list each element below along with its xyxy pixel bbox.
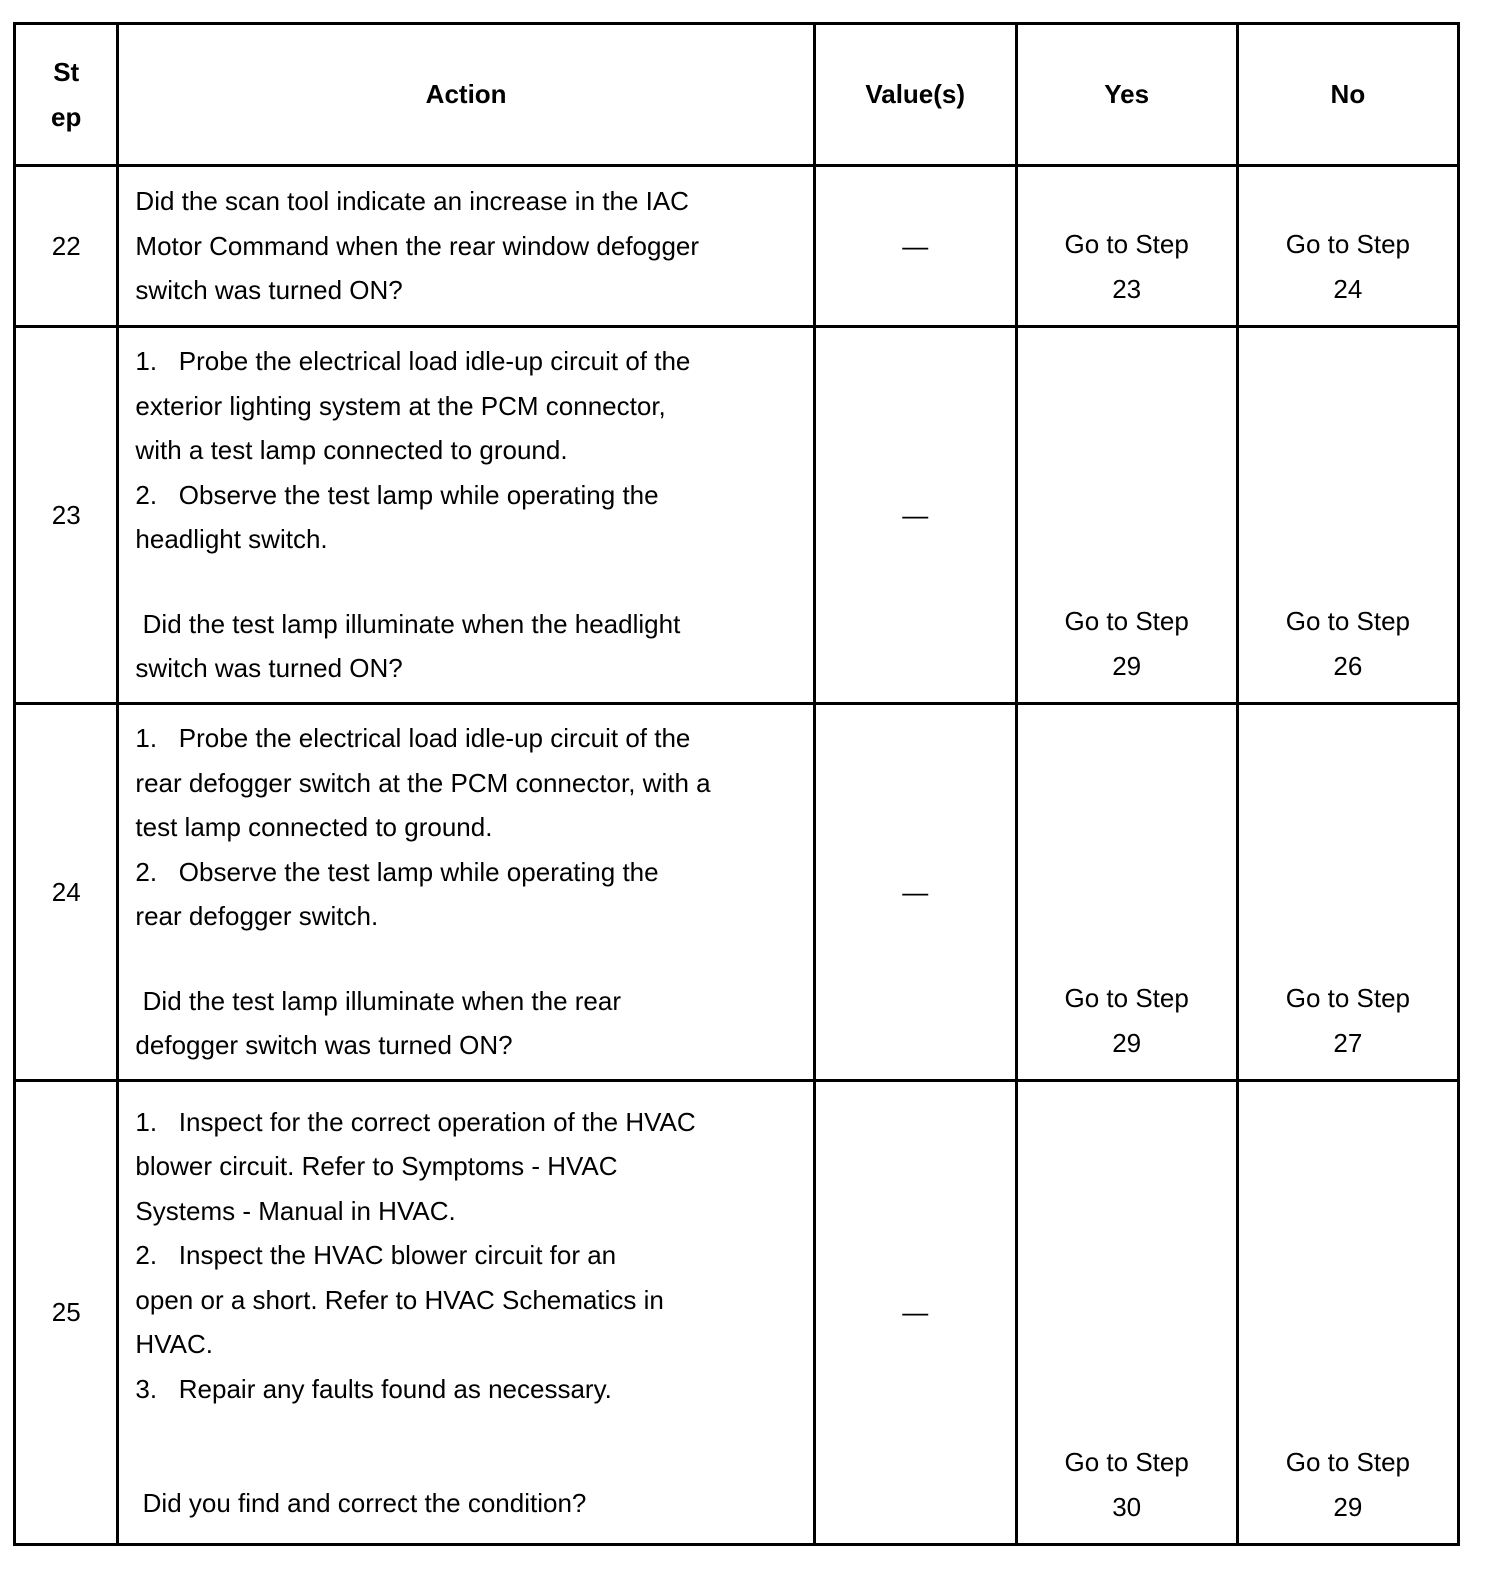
no-cell: Go to Step 24 <box>1237 166 1458 327</box>
table-row <box>15 1081 1459 1545</box>
header-step: St ep <box>15 24 118 166</box>
header-row <box>15 24 1459 166</box>
action-cell: 1. Probe the electrical load idle-up circuit of the exterior lighting system at the PCM connector, with a test lamp connected to ground. 2. Observe the test lamp while operating the headlight switch. Did the test lamp illuminate when the headlight switch was turned ON? <box>118 327 814 704</box>
header-yes: Yes <box>1016 24 1237 166</box>
action-cell: 1. Probe the electrical load idle-up circuit of the rear defogger switch at the PCM connector, with a test lamp connected to ground. 2. Observe the test lamp while operating the rear defogger switch. Did the test lamp illuminate when the rear defogger switch was turned ON? <box>118 704 814 1081</box>
table-row <box>15 327 1459 704</box>
header-action: Action <box>118 24 814 166</box>
step-number: 24 <box>15 704 118 1081</box>
value-cell: — <box>814 1081 1016 1545</box>
action-cell: 1. Inspect for the correct operation of the HVAC blower circuit. Refer to Symptoms - HVAC Systems - Manual in HVAC. 2. Inspect the HVAC blower circuit for an open or a short. Refer to HVAC Schematics in HVAC. 3. Repair any faults found as necessary. Did you find and correct the condition? <box>118 1081 814 1545</box>
value-cell: — <box>814 704 1016 1081</box>
header-no: No <box>1237 24 1458 166</box>
table-row <box>15 166 1459 327</box>
no-cell: Go to Step 27 <box>1237 704 1458 1081</box>
table-row <box>15 704 1459 1081</box>
step-number: 22 <box>15 166 118 327</box>
no-cell: Go to Step 29 <box>1237 1081 1458 1545</box>
value-cell: — <box>814 166 1016 327</box>
yes-cell: Go to Step 29 <box>1016 327 1237 704</box>
step-number: 23 <box>15 327 118 704</box>
diagnostic-table <box>13 22 1460 1546</box>
no-cell: Go to Step 26 <box>1237 327 1458 704</box>
action-cell: Did the scan tool indicate an increase in the IAC Motor Command when the rear window defogger switch was turned ON? <box>118 166 814 327</box>
header-values: Value(s) <box>814 24 1016 166</box>
yes-cell: Go to Step 23 <box>1016 166 1237 327</box>
step-number: 25 <box>15 1081 118 1545</box>
yes-cell: Go to Step 30 <box>1016 1081 1237 1545</box>
yes-cell: Go to Step 29 <box>1016 704 1237 1081</box>
value-cell: — <box>814 327 1016 704</box>
